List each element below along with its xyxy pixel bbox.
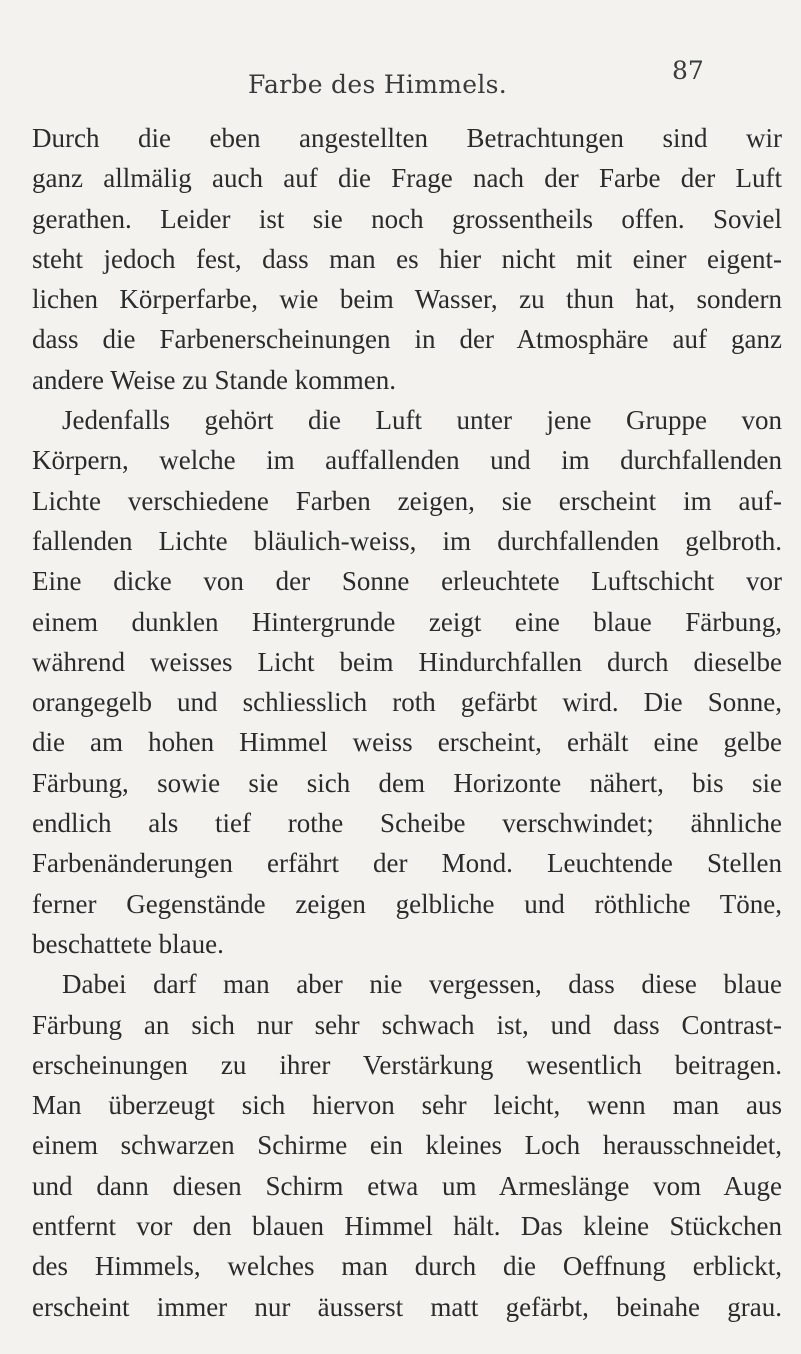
text-line: Durch die eben angestellten Betrachtungen sind wir bbox=[32, 123, 782, 153]
running-title: Farbe des Himmels. bbox=[248, 70, 508, 99]
text-line: einem dunklen Hintergrunde zeigt eine blaue Färbung, bbox=[32, 606, 782, 637]
text-line: beschattete blaue. bbox=[32, 928, 224, 959]
text-line: ganz allmälig auch auf die Frage nach der Farbe der Luft bbox=[32, 163, 782, 194]
text-line: Körpern, welche im auffallenden und im durchfallenden bbox=[32, 445, 782, 476]
text-line: Farbenänderungen erfährt der Mond. Leuchtende Stellen bbox=[32, 848, 782, 879]
text-line: orangegelb und schliesslich roth gefärbt wird. Die Sonne, bbox=[32, 687, 782, 718]
text-line: endlich als tief rothe Scheibe verschwindet; ähnliche bbox=[32, 808, 782, 839]
text-line: Färbung, sowie sie sich dem Horizonte nähert, bis sie bbox=[32, 767, 782, 798]
page-number: 87 bbox=[672, 56, 704, 85]
text-line: fallenden Lichte bläulich-weiss, im durchfallenden gelbroth. bbox=[32, 525, 782, 556]
text-line: Dabei darf man aber nie vergessen, dass diese blaue bbox=[62, 969, 782, 1000]
text-line: lichen Körperfarbe, wie beim Wasser, zu thun hat, sondern bbox=[32, 284, 782, 315]
text-line: des Himmels, welches man durch die Oeffnung erblickt, bbox=[32, 1251, 782, 1282]
text-line: ferner Gegenstände zeigen gelbliche und röthliche Töne, bbox=[32, 888, 782, 919]
text-line: gerathen. Leider ist sie noch grossentheils offen. Soviel bbox=[32, 203, 782, 234]
text-line: während weisses Licht beim Hindurchfallen durch dieselbe bbox=[32, 646, 782, 677]
text-line: die am hohen Himmel weiss erscheint, erhält eine gelbe bbox=[32, 727, 782, 758]
text-line: steht jedoch fest, dass man es hier nicht mit einer eigent- bbox=[32, 243, 782, 274]
body-text bbox=[32, 118, 782, 1327]
text-line: erscheint immer nur äusserst matt gefärbt, beinahe grau. bbox=[32, 1291, 782, 1322]
text-line: Jedenfalls gehört die Luft unter jene Gruppe von bbox=[62, 405, 782, 436]
text-line: Man überzeugt sich hiervon sehr leicht, wenn man aus bbox=[32, 1090, 782, 1121]
text-line: Lichte verschiedene Farben zeigen, sie erscheint im auf- bbox=[32, 485, 782, 516]
text-line: und dann diesen Schirm etwa um Armeslänge vom Auge bbox=[32, 1170, 782, 1201]
text-line: Färbung an sich nur sehr schwach ist, und dass Contrast- bbox=[32, 1009, 782, 1040]
text-line: Eine dicke von der Sonne erleuchtete Luftschicht vor bbox=[32, 566, 782, 597]
text-line: andere Weise zu Stande kommen. bbox=[32, 364, 396, 395]
text-line: einem schwarzen Schirme ein kleines Loch herausschneidet, bbox=[32, 1130, 782, 1161]
text-line: erscheinungen zu ihrer Verstärkung wesentlich beitragen. bbox=[32, 1049, 782, 1080]
text-line: entfernt vor den blauen Himmel hält. Das kleine Stückchen bbox=[32, 1211, 782, 1242]
text-line: dass die Farbenerscheinungen in der Atmosphäre auf ganz bbox=[32, 324, 782, 355]
